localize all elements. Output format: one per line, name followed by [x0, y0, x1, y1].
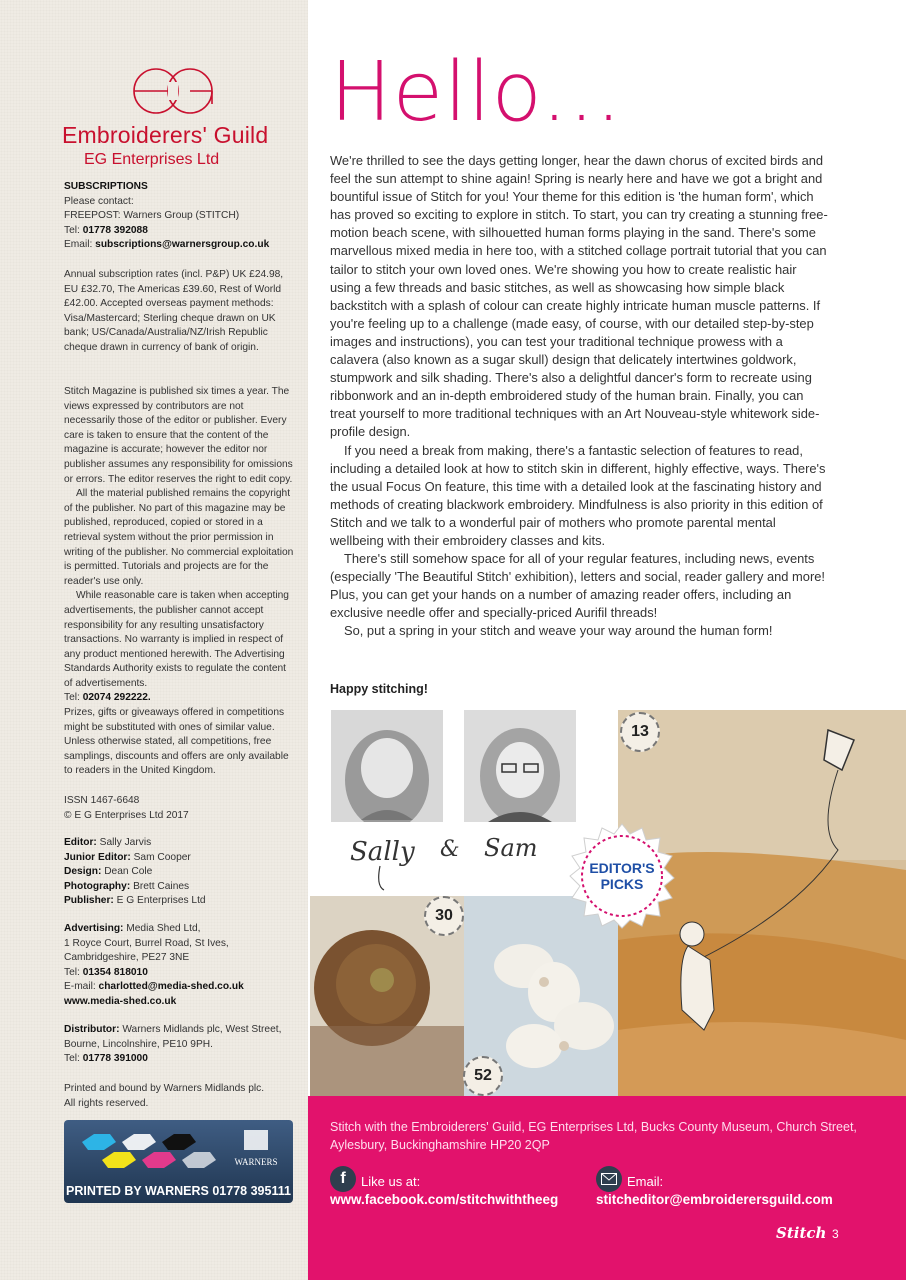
editor-label: Editor:	[64, 837, 97, 848]
page-number: 3	[832, 1227, 839, 1241]
design-name: Dean Cole	[104, 866, 153, 878]
rates-text: Annual subscription rates (incl. P&P) UK £24.98, EU £32.70, The Americas £39.60, Rest of World £42.00. Accepted overseas payment methods: Visa/Mastercard; Sterling cheque drawn on UK bank; US/Canada/Australia/NZ/Irish Republic cheque drawn in currency of bank of origin.	[64, 269, 284, 353]
tel-label: Tel:	[64, 966, 80, 978]
issn-block	[64, 794, 296, 823]
editor-name: Sally Jarvis	[99, 837, 152, 848]
distributor-address: Warners Midlands plc, West Street, Bourne, Lincolnshire, PE10 9PH.	[64, 1024, 282, 1050]
editor-photo-sally	[331, 710, 443, 822]
copyright: © E G Enterprises Ltd 2017	[64, 809, 189, 821]
editorial-paragraph: So, put a spring in your stitch and weave your way around the human form!	[344, 623, 773, 639]
editorial-paragraph: We're thrilled to see the days getting longer, hear the dawn chorus of excited birds and feel the sun attempt to shine again! Spring is nearly here and have we got a bright and bountiful issue of Stitch for you! Your theme for this edition is 'the human form', which has proved so exciting to explore in stitch. To start, you can try creating a stunning free-motion beach scene, with silhouetted human forms playing in the sand. There's some marvellous mixed media in here too, with a stitched collage portrait tutorial that you can tailor to stitch your own loved ones. We're showing you how to create realistic hair using a few threads and basic stitches, as well as showcasing how simple black backstitch with a splash of colour can create highly intricate human muscle patterns. If you're feeling up to a challenge (made easy, of course, with our detailed step-by-step images and instructions), you can test your traditional technique prowess with a calavera (also known as a sugar skull) design that delicately intertwines goldwork, stumpwork and silk shading. There's also a delightful dancer's form to recreate using ribbonwork and an in-depth embroidered study of the human brain. Finally, you can treat yourself to more traditional techniques with an Art Nouveau-style whitework side-profile design.	[330, 153, 828, 440]
facebook-label: Like us at:	[361, 1174, 421, 1189]
legal-paragraph: All the material published remains the copyright of the publisher. No part of this magazine may be published, reproduced, copied or stored in a retrieval system without the prior permission in writing of the publisher. No commercial exploitation is permitted. Tutorials and projects are for the reader's use only.	[64, 488, 294, 587]
editors-picks-label	[568, 822, 676, 930]
printer-label: PRINTED BY WARNERS 01778 395111	[66, 1184, 291, 1198]
signatures	[340, 826, 580, 896]
guild-name: Embroiderers' Guild	[62, 122, 269, 148]
subscriptions-email[interactable]: subscriptions@warnersgroup.co.uk	[95, 239, 270, 251]
email-icon	[596, 1166, 622, 1192]
subscriptions-tel[interactable]: 01778 392088	[82, 224, 148, 236]
legal-tel[interactable]: 02074 292222.	[82, 692, 151, 704]
email-label: Email:	[64, 239, 93, 251]
junior-editor-name: Sam Cooper	[133, 851, 191, 863]
publisher-label: Publisher:	[64, 895, 114, 907]
badge-line: EDITOR'S	[589, 860, 655, 876]
page-badge-52[interactable]: 52	[463, 1056, 503, 1096]
footer	[308, 1096, 906, 1280]
signature-sam: Sam	[484, 834, 538, 862]
distributor-label: Distributor:	[64, 1024, 120, 1035]
signoff: Happy stitching!	[330, 682, 428, 696]
design-label: Design:	[64, 866, 102, 878]
subscriptions-heading: SUBSCRIPTIONS	[64, 181, 148, 192]
subscriptions-block	[64, 180, 296, 253]
email-address[interactable]: stitcheditor@embroiderersguild.com	[596, 1192, 833, 1207]
editorial-paragraph: If you need a break from making, there's a fantastic selection of features to read, including a detailed look at how to stitch skin in different, highly effective, ways. There's the usual Focus On feature, this time with a detailed look at the fascinating history and methods of creating blackwork embroidery. Mindfulness is also priority in this edition of Stitch and we talk to a wonderful pair of mothers who promote parental mental wellbeing with their embroidery classes and kits.	[330, 442, 826, 548]
email-label: Email:	[627, 1174, 664, 1189]
distributor-block	[64, 1023, 296, 1067]
portrait-image	[331, 710, 443, 822]
signature-ampersand: &	[440, 837, 460, 862]
eg-logo	[118, 60, 228, 122]
magazine-brand: Stitch	[776, 1224, 827, 1242]
email-label: E-mail:	[64, 981, 96, 993]
credits-block	[64, 836, 296, 909]
distributor-tel[interactable]: 01778 391000	[82, 1053, 148, 1065]
printed-block	[64, 1082, 296, 1111]
signature-sally: Sally	[350, 837, 415, 867]
subscriptions-freepost: FREEPOST: Warners Group (STITCH)	[64, 210, 240, 222]
tel-label: Tel:	[64, 1053, 80, 1065]
editors-picks-badge	[568, 822, 676, 930]
portrait-image	[464, 710, 576, 822]
facebook-url[interactable]: www.facebook.com/stitchwiththeeg	[330, 1192, 559, 1207]
tel-label: Tel:	[64, 692, 80, 704]
badge-line: PICKS	[600, 876, 644, 892]
facebook-icon: f	[330, 1166, 356, 1192]
advertising-website[interactable]: www.media-shed.co.uk	[64, 995, 177, 1007]
advertising-tel[interactable]: 01354 818010	[82, 966, 148, 978]
tel-label: Tel:	[64, 224, 80, 236]
advertising-address: Cambridgeshire, PE27 3NE	[64, 952, 190, 964]
publisher-name: E G Enterprises Ltd	[116, 895, 206, 907]
photography-label: Photography:	[64, 880, 131, 892]
guild-subtitle: EG Enterprises Ltd	[84, 151, 220, 168]
advertising-company: Media Shed Ltd,	[126, 923, 201, 934]
advertising-block	[64, 922, 296, 1010]
legal-paragraph: While reasonable care is taken when accepting advertisements, the publisher cannot accept responsibility for any resulting unsatisfactory transactions. No warranty is implied in respect of any product mentioned herewith. The Advertising Standards Authority exists to regulate the content of advertisements.	[64, 590, 289, 689]
printed-by: Printed and bound by Warners Midlands plc.	[64, 1083, 265, 1094]
page-badge-13[interactable]: 13	[620, 712, 660, 752]
sidebar	[0, 0, 308, 1280]
page-badge-30[interactable]: 30	[424, 896, 464, 936]
issn: ISSN 1467-6648	[64, 795, 140, 806]
legal-paragraph: Stitch Magazine is published six times a year. The views expressed by contributors are not necessarily those of the editor or publisher. Every care is taken to ensure that the content of the magazine is accurate; however the editor nor publisher assumes any responsibility for omissions or errors. The editor reserves the right to edit copy.	[64, 386, 293, 485]
editorial-paragraph: There's still somehow space for all of your regular features, including news, events (especially 'The Beautiful Stitch' exhibition), letters and social, reader gallery and more! Plus, you can get your hands on a number of amazing reader offers, including an exclusive needle offer and specially-priced Aurifil threads!	[330, 551, 826, 621]
legal-paragraph: Prizes, gifts or giveaways offered in competitions might be substituted with ones of similar value. Unless otherwise stated, all competitions, free samplings, discounts and offers are only available to readers in the United Kingdom.	[64, 707, 289, 777]
photography-name: Brett Caines	[133, 880, 190, 892]
printer-brand: WARNERS	[234, 1157, 278, 1167]
advertising-address: 1 Royce Court, Burrel Road, St Ives,	[64, 937, 229, 949]
printer-badge	[64, 1120, 293, 1203]
junior-editor-label: Junior Editor:	[64, 851, 131, 863]
page-title: Hello...	[330, 45, 623, 140]
rights: All rights reserved.	[64, 1097, 149, 1109]
editorial-body	[330, 152, 828, 641]
footer-address: Stitch with the Embroiderers' Guild, EG Enterprises Ltd, Bucks County Museum, Church Street, Aylesbury, Buckinghamshire HP20 2QP	[330, 1120, 857, 1152]
subscriptions-contact: Please contact:	[64, 195, 134, 207]
advertising-label: Advertising:	[64, 923, 124, 934]
advertising-email[interactable]: charlotted@media-shed.co.uk	[98, 981, 244, 993]
legal-block	[64, 385, 296, 779]
editor-photo-sam	[464, 710, 576, 822]
